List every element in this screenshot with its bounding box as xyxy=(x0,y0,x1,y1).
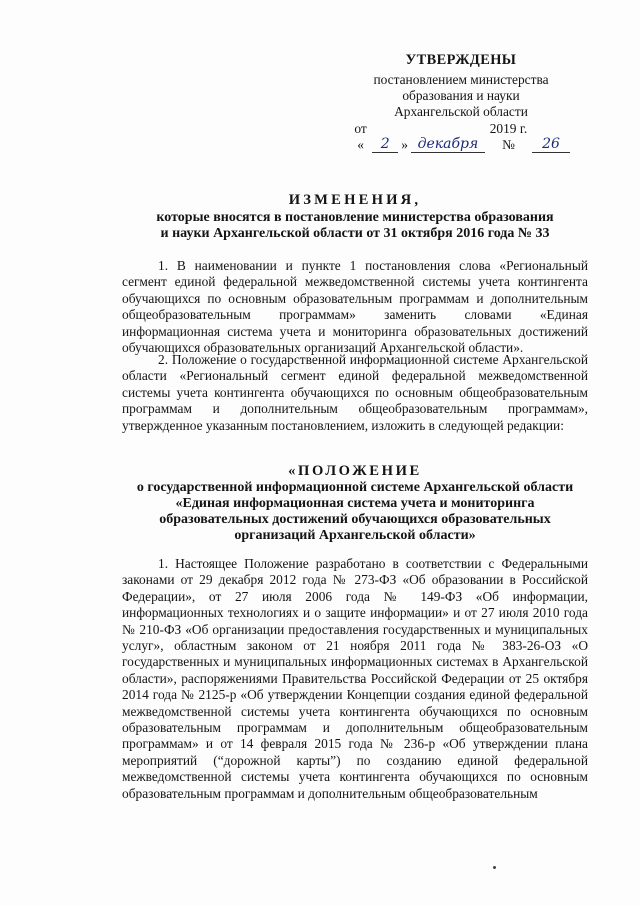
scan-speck xyxy=(493,866,496,869)
regulation-paragraph-1: 1. Настоящее Положение разработано в соответствии с Федеральными законами от 29 декабря 2012 года № 273-ФЗ «Об образовании в Российской Федерации», от 27 июля 2006 года № 149-ФЗ «Об информации, информационных технологиях и о защите информации» и от 27 июля 2010 года № 210-ФЗ «Об организации предоставления государственных и муниципальных услуг», областным законом от 21 ноября 2011 года № 383-26-ОЗ «О государственных и муниципальных информационных системах в Архангельской области», распоряжениями Правительства Российской Федерации от 25 октября 2014 года № 2125-р «Об утверждении Концепции создания единой федеральной межведомственной системы учета контингента обучающихся по основным образовательным программам и дополнительным общеобразовательным программам» и от 14 февраля 2015 года № 236-р «Об утверждении плана мероприятий (“дорожной карты”) по созданию единой федеральной межведомственной системы учета контингента обучающихся по основным образовательным программам и дополнительным общеобразовательным xyxy=(122,556,588,801)
changes-subtitle-line-2: и науки Архангельской области от 31 октября 2016 года № 33 xyxy=(160,226,550,241)
regulation-title: «ПОЛОЖЕНИЕ xyxy=(288,463,422,479)
approval-line-1: постановлением министерства xyxy=(373,72,549,87)
changes-subtitle-line-1: которые вносятся в постановление министерства образования xyxy=(156,210,554,225)
paragraph-1: 1. В наименовании и пункте 1 постановления слова «Региональный сегмент единой федеральной межведомственной системы учета контингента обучающихся по основным образовательным программам и дополнительным общеобразовательным программам» заменить словами «Единая информационная система учета и мониторинга образовательных достижений обучающихся образовательных организаций Архангельской области». xyxy=(122,258,588,356)
regulation-heading xyxy=(120,463,590,544)
regulation-title-line-3: образовательных достижений обучающихся образовательных xyxy=(159,512,551,527)
date-prefix: от « xyxy=(354,121,367,152)
regulation-title-line-4: организаций Архангельской области» xyxy=(234,528,476,543)
approval-line-3: Архангельской области xyxy=(394,104,528,119)
changes-subtitle xyxy=(120,210,590,242)
doc-number-handwritten: 26 xyxy=(532,137,570,153)
paragraph-2: 2. Положение о государственной информационной системе Архангельской области «Региональный сегмент единой федеральной межведомственной системы учета контингента обучающихся по основным общеобразовательным программам и дополнительным общеобразовательным программам», утвержденное указанным постановлением, изложить в следующей редакции: xyxy=(122,352,588,433)
date-day-close: » xyxy=(401,137,408,152)
approval-stamp xyxy=(352,52,570,153)
regulation-title-line-2: «Единая информационная система учета и мониторинга xyxy=(175,496,535,511)
regulation-title-line-1: о государственной информационной системе Архангельской области xyxy=(136,480,574,495)
approval-date-line xyxy=(352,121,570,153)
approval-title: УТВЕРЖДЕНЫ xyxy=(405,52,517,68)
changes-title: ИЗМЕНЕНИЯ, xyxy=(288,192,422,208)
date-day-handwritten: 2 xyxy=(372,137,398,153)
approval-line-2: образования и науки xyxy=(402,88,520,103)
date-month-handwritten: декабря xyxy=(411,137,485,153)
date-year: 2019 г. № xyxy=(489,121,528,152)
